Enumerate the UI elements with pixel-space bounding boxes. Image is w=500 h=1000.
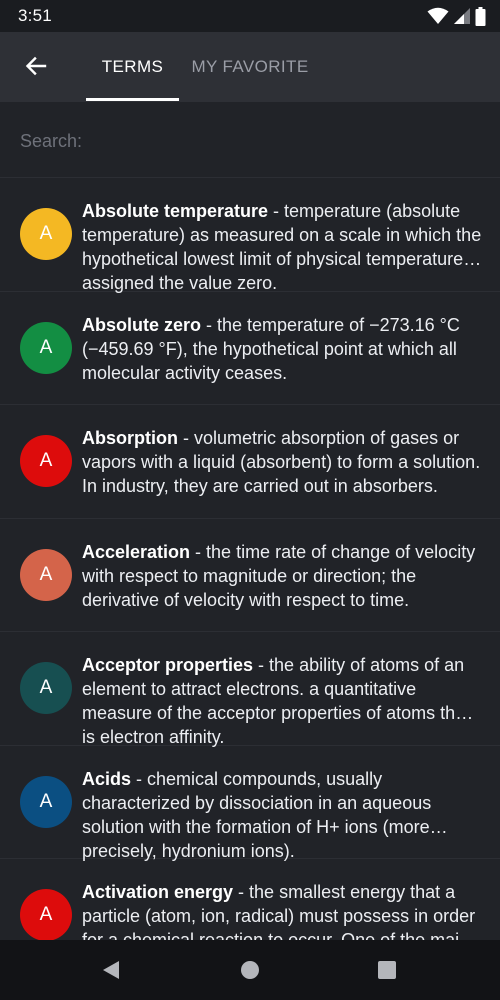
list-item[interactable] (0, 292, 500, 406)
nav-recents-button[interactable] (367, 950, 407, 990)
term-definition: - volumetric absorption of gases or vapors with a liquid (absorbent) to form a solution. In industry, they are carried out in absorbers. (82, 428, 481, 496)
cell-signal-icon (453, 7, 471, 25)
wifi-icon (427, 7, 449, 25)
list-item[interactable] (0, 405, 500, 519)
terms-list[interactable] (0, 178, 500, 940)
arrow-left-icon (24, 54, 48, 78)
term-name: Acids (82, 768, 132, 789)
tab-indicator (86, 98, 179, 101)
battery-icon (475, 7, 486, 26)
term-text (82, 426, 482, 498)
letter-avatar: A (20, 662, 72, 714)
term-text (82, 313, 482, 385)
term-name: Absolute zero (82, 314, 202, 335)
term-definition: - the smallest energy that a particle (atom, ion, radical) must possess in order (82, 882, 476, 926)
circle-home-icon (239, 959, 261, 981)
nav-home-button[interactable] (230, 950, 270, 990)
list-item[interactable] (0, 632, 500, 746)
term-name: Activation energy (82, 882, 234, 902)
list-item[interactable] (0, 746, 500, 860)
letter-avatar: A (20, 776, 72, 828)
back-button[interactable] (16, 46, 56, 86)
letter-avatar: A (20, 322, 72, 374)
term-name: Absolute temperature (82, 201, 269, 221)
term-definition: - temperature (absolute temperature) as measured on a scale in which the hypothetical lowest limit of physical temperature is assigned the value zero. (82, 201, 482, 293)
nav-back-button[interactable] (91, 950, 131, 990)
letter-avatar: A (20, 435, 72, 487)
term-definition: - the ability of atoms of an element to attract electrons. a quantitative measure of the acceptor properties of atoms that is electron affinity. (82, 655, 471, 747)
letter-avatar: A (20, 889, 72, 941)
status-icons (427, 7, 486, 26)
term-definition: - chemical compounds, usually characterized by dissociation in an aqueous solution with the formation of H+ ions (more precisely, hydronium ions). (82, 768, 432, 861)
status-time: 3:51 (18, 6, 52, 25)
tab-terms[interactable]: TERMS (101, 57, 164, 76)
term-definition: - the time rate of change of velocity with respect to magnitude or direction; the derivative of velocity with respect to time. (82, 541, 476, 610)
term-name: Absorption (82, 428, 178, 448)
term-name: Acceptor properties (82, 655, 254, 675)
term-text (82, 767, 482, 861)
search-bar (0, 102, 500, 178)
search-input[interactable] (20, 124, 480, 158)
list-item[interactable] (0, 178, 500, 292)
term-name: Acceleration (82, 541, 191, 562)
navigation-bar (0, 940, 500, 1000)
tab-my-favorite[interactable]: MY FAVORITE (191, 57, 309, 76)
term-definition: - the temperature of −273.16 °C (−459.69 °F), the hypothetical point at which all molecular activity ceases. (82, 314, 460, 383)
app-bar (0, 32, 500, 102)
letter-avatar: A (20, 208, 72, 260)
list-item[interactable] (0, 519, 500, 633)
term-text (82, 540, 482, 612)
square-recents-icon (376, 959, 398, 981)
status-bar (0, 0, 500, 32)
term-text (82, 199, 482, 293)
letter-avatar: A (20, 549, 72, 601)
triangle-back-icon (100, 959, 122, 981)
term-text (82, 653, 482, 747)
